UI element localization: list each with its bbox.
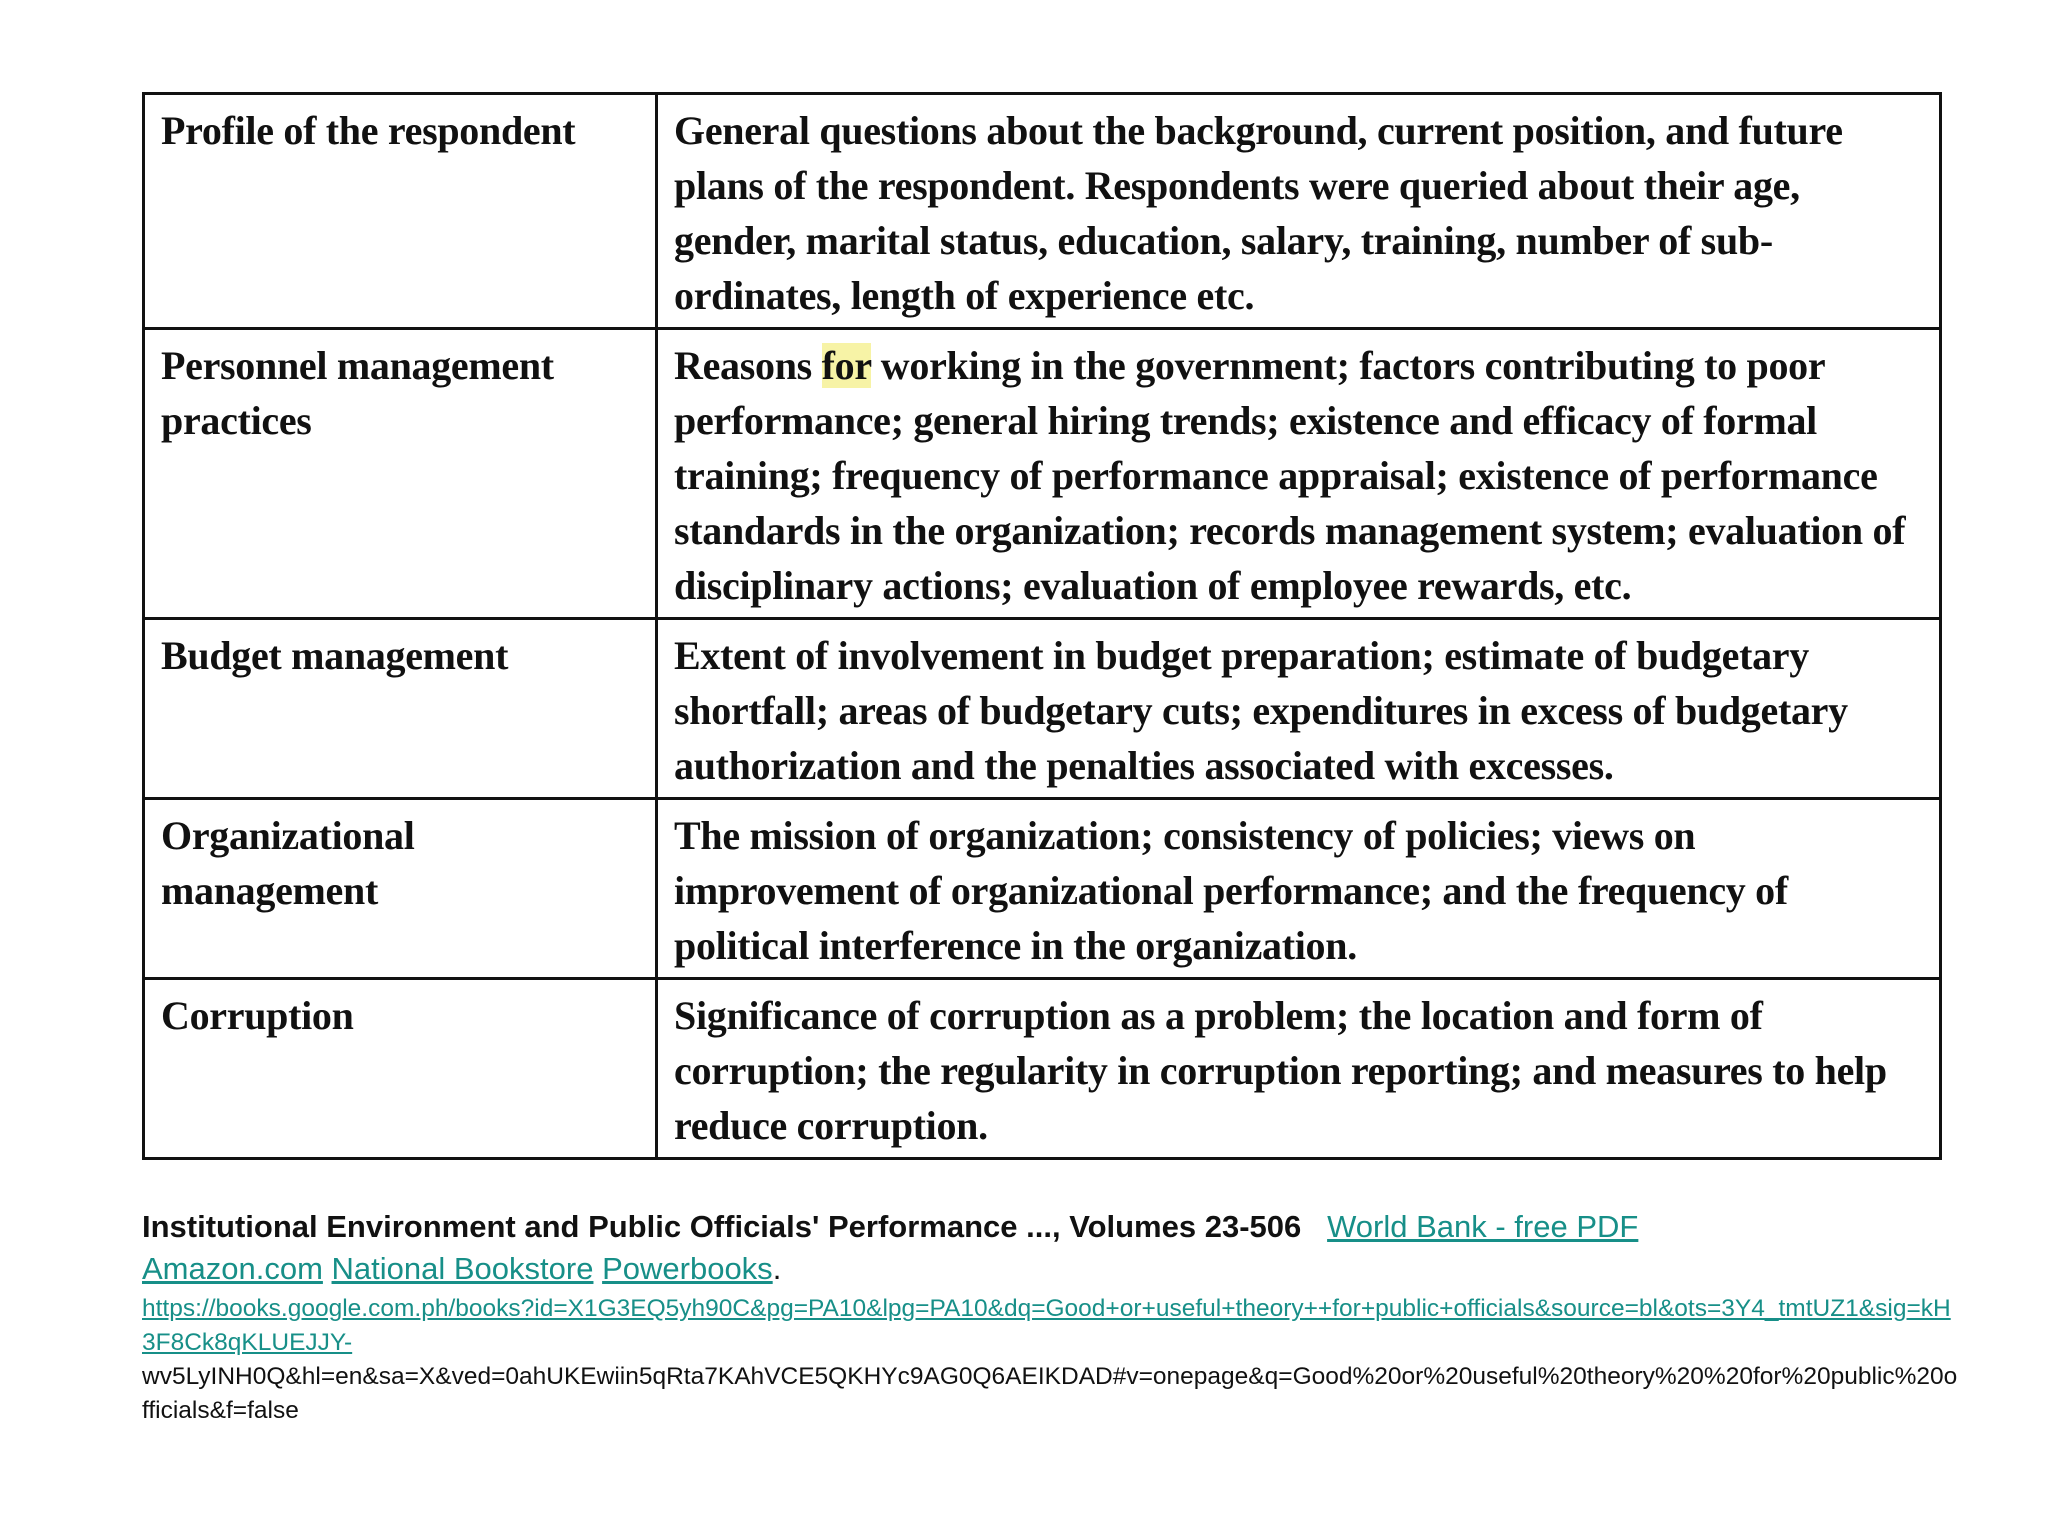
google-books-link[interactable]: https://books.google.com.ph/books?id=X1G3EQ5yh90C&pg=PA10&lpg=PA10&dq=Good+or+useful+theory++for+public+officials&source=bl&ots=3Y4_tmtUZ1&sig=kH3F8Ck8qKLUEJJY- [142,1295,1951,1356]
table-row [144,329,1941,619]
description-cell: Significance of corruption as a problem; the location and form of corruption; the regularity in corruption reporting; and measures to help reduce corruption. [657,979,1941,1159]
caption-citation [142,1206,1962,1290]
powerbooks-link[interactable]: Powerbooks [602,1251,773,1286]
topic-cell: Budget management [144,619,657,799]
source-caption [142,1206,1962,1428]
national-bookstore-link[interactable]: National Bookstore [331,1251,594,1286]
description-text: working in the government; factors contributing to poor performance; general hiring trends; existence and efficacy of formal training; frequency of performance appraisal; existence of performance standards in the organization; records management system; evaluation of disciplinary actions; evaluation of employee rewards, etc. [674,343,1906,608]
survey-topics-table [142,92,1942,1160]
table-row [144,799,1941,979]
survey-table-container [142,92,1942,1160]
description-cell: The mission of organization; consistency of policies; views on improvement of organizational performance; and the frequency of political interference in the organization. [657,799,1941,979]
topic-cell: Personnel management practices [144,329,657,619]
table-row [144,619,1941,799]
book-title: Institutional Environment and Public Officials' Performance ..., Volumes 23-506 [142,1209,1302,1244]
table-row [144,94,1941,329]
description-cell: General questions about the background, current position, and future plans of the respondent. Respondents were queried about their age, gender, marital status, education, salary, training, number of sub-ordinates, length of experience etc. [657,94,1941,329]
topic-cell: Organizational management [144,799,657,979]
caption-period: . [772,1251,782,1286]
topic-cell: Profile of the respondent [144,94,657,329]
url-continuation: wv5LyINH0Q&hl=en&sa=X&ved=0ahUKEwiin5qRta7KAhVCE5QKHYc9AG0Q6AEIKDAD#v=onepage&q=Good%20or%20useful%20theory%20%20for%20public%20officials&f=false [142,1363,1958,1424]
table-row [144,979,1941,1159]
source-url [142,1292,1962,1428]
description-text: Reasons [674,343,822,388]
description-cell: Extent of involvement in budget preparation; estimate of budgetary shortfall; areas of budgetary cuts; expenditures in excess of budgetary authorization and the penalties associated with excesses. [657,619,1941,799]
description-cell [657,329,1941,619]
topic-cell: Corruption [144,979,657,1159]
amazon-link[interactable]: Amazon.com [142,1251,323,1286]
search-highlight: for [821,343,872,388]
world-bank-link[interactable]: World Bank - free PDF [1327,1209,1639,1244]
